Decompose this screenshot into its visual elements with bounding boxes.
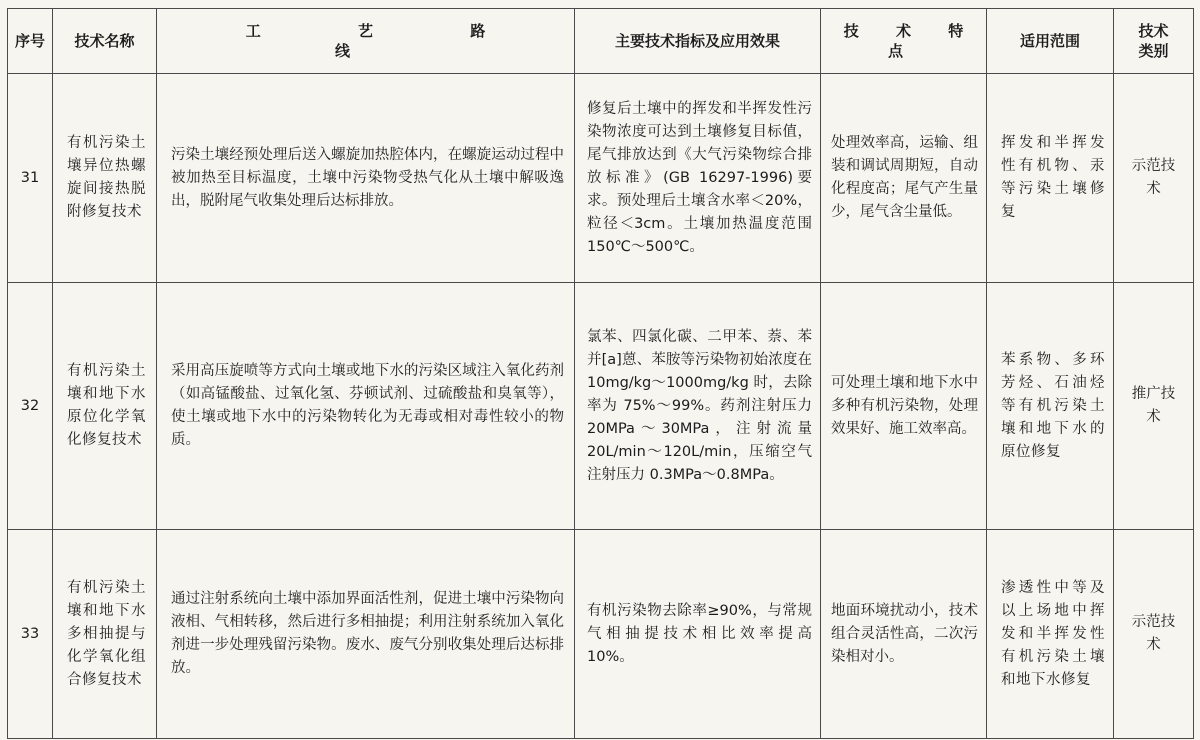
cell-metrics bbox=[575, 283, 821, 530]
header-features-label: 技 术 特 点 bbox=[843, 22, 980, 60]
header-type-line2: 类别 bbox=[1138, 42, 1169, 60]
cell-type bbox=[1114, 74, 1194, 283]
header-type bbox=[1114, 9, 1194, 74]
cell-route bbox=[157, 530, 575, 739]
application-scope: 渗透性中等及以上场地中挥发和半挥发性有机污染土壤和地下水修复 bbox=[1001, 579, 1105, 688]
tech-features: 处理效率高，运输、组装和调试周期短，自动化程度高；尾气产生量少，尾气含尘量低。 bbox=[831, 135, 978, 220]
table-row bbox=[8, 74, 1194, 283]
application-scope: 挥发和半挥发性有机物、汞等污染土壤修复 bbox=[1001, 135, 1105, 220]
tech-metrics: 有机污染物去除率≥90%，与常规气相抽提技术相比效率提高 10%。 bbox=[587, 602, 812, 665]
header-route-label: 工 艺 路 线 bbox=[245, 22, 532, 60]
cell-features bbox=[821, 74, 987, 283]
cell-metrics bbox=[575, 74, 821, 283]
cell-no bbox=[8, 74, 53, 283]
header-metrics: 主要技术指标及应用效果 bbox=[575, 9, 821, 74]
header-features bbox=[821, 9, 987, 74]
tech-name: 有机污染土壤异位热螺旋间接热脱附修复技术 bbox=[67, 135, 146, 220]
header-type-line1: 技术 bbox=[1138, 22, 1169, 40]
tech-metrics: 修复后土壤中的挥发和半挥发性污染物浓度可达到土壤修复目标值，尾气排放达到《大气污染物综合排放标准》(GB 16297-1996)要求。预处理后土壤含水率＜20%，粒径＜3cm。土壤加热温度范围 150℃～500℃。 bbox=[587, 100, 812, 255]
cell-route bbox=[157, 283, 575, 530]
tech-features: 可处理土壤和地下水中多种有机污染物，处理效果好、施工效率高。 bbox=[831, 374, 978, 437]
cell-features bbox=[821, 283, 987, 530]
header-scope: 适用范围 bbox=[987, 9, 1114, 74]
table-header-row bbox=[8, 9, 1194, 74]
cell-features bbox=[821, 530, 987, 739]
process-route: 通过注射系统向土壤中添加界面活性剂，促进土壤中污染物向液相、气相转移，然后进行多相抽提；利用注射系统加入氧化剂进一步处理残留污染物。废水、废气分别收集处理后达标排放。 bbox=[171, 591, 564, 676]
cell-type bbox=[1114, 530, 1194, 739]
cell-name bbox=[53, 74, 157, 283]
header-route bbox=[157, 9, 575, 74]
tech-metrics: 氯苯、四氯化碳、二甲苯、萘、苯并[a]蒽、苯胺等污染物初始浓度在 10mg/kg～1000mg/kg 时，去除率为 75%～99%。药剂注射压力 20MPa～30MPa，注射流量 20L/min～120L/min，压缩空气注射压力 0.3MPa～0.8MPa。 bbox=[587, 328, 812, 483]
process-route: 污染土壤经预处理后送入螺旋加热腔体内，在螺旋运动过程中被加热至目标温度，土壤中污染物受热气化从土壤中解吸逸出，脱附尾气收集处理后达标排放。 bbox=[171, 146, 564, 209]
cell-name bbox=[53, 530, 157, 739]
technology-table bbox=[7, 8, 1194, 739]
cell-no bbox=[8, 530, 53, 739]
process-route: 采用高压旋喷等方式向土壤或地下水的污染区域注入氧化药剂（如高锰酸盐、过氧化氢、芬顿试剂、过硫酸盐和臭氧等），使土壤或地下水中的污染物转化为无毒或相对毒性较小的物质。 bbox=[171, 363, 564, 448]
header-no: 序号 bbox=[8, 9, 53, 74]
table-row bbox=[8, 283, 1194, 530]
tech-name: 有机污染土壤和地下水多相抽提与化学氧化组合修复技术 bbox=[67, 579, 146, 688]
table-row bbox=[8, 530, 1194, 739]
cell-scope bbox=[987, 530, 1114, 739]
tech-name: 有机污染土壤和地下水原位化学氧化修复技术 bbox=[67, 363, 146, 448]
cell-scope bbox=[987, 283, 1114, 530]
row-number: 31 bbox=[20, 169, 40, 186]
application-scope: 苯系物、多环芳烃、石油烃等有机污染土壤和地下水的原位修复 bbox=[1001, 351, 1105, 460]
tech-type: 示范技术 bbox=[1131, 158, 1176, 197]
cell-no bbox=[8, 283, 53, 530]
cell-route bbox=[157, 74, 575, 283]
header-name: 技术名称 bbox=[53, 9, 157, 74]
cell-metrics bbox=[575, 530, 821, 739]
tech-type: 示范技术 bbox=[1131, 614, 1176, 653]
tech-features: 地面环境扰动小，技术组合灵活性高，二次污染相对小。 bbox=[831, 602, 978, 665]
cell-name bbox=[53, 283, 157, 530]
cell-type bbox=[1114, 283, 1194, 530]
cell-scope bbox=[987, 74, 1114, 283]
tech-type: 推广技术 bbox=[1131, 386, 1176, 425]
row-number: 33 bbox=[20, 625, 40, 642]
row-number: 32 bbox=[20, 397, 40, 414]
